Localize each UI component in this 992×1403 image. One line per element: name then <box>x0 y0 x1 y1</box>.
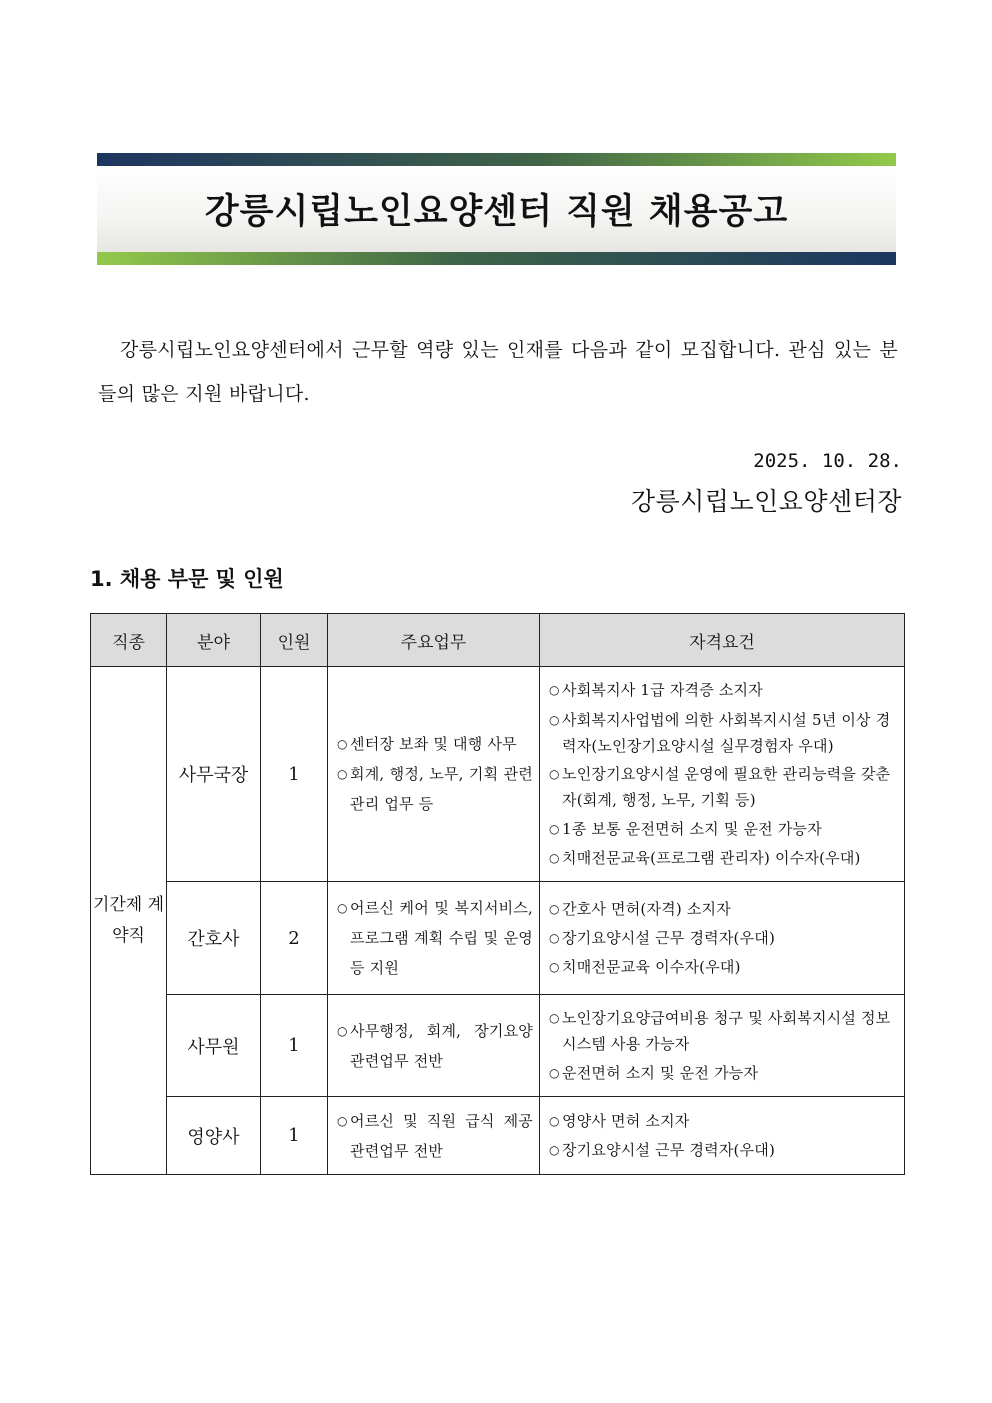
duty-item: ○ 회계, 행정, 노무, 기획 관련 관리 업무 등 <box>337 765 533 813</box>
header-duties: 주요업무 <box>328 614 540 667</box>
document-title: 강릉시립노인요양센터 직원 채용공고 <box>204 192 789 232</box>
field-cell: 간호사 <box>167 882 261 995</box>
count-cell: 2 <box>261 882 328 995</box>
title-banner <box>97 153 896 265</box>
field-cell: 사무국장 <box>167 667 261 882</box>
table-header-row <box>91 614 905 667</box>
table-row <box>91 667 905 882</box>
header-qualifications: 자격요건 <box>540 614 905 667</box>
banner-bottom-bar <box>97 252 896 265</box>
duties-cell <box>328 667 540 882</box>
qualifications-cell <box>540 882 905 995</box>
duties-cell <box>328 995 540 1097</box>
table-row <box>91 882 905 995</box>
qualification-item: ○ 운전면허 소지 및 운전 가능자 <box>549 1064 759 1082</box>
duties-cell <box>328 1097 540 1175</box>
qualification-item: ○ 장기요양시설 근무 경력자(우대) <box>549 928 776 947</box>
table-row <box>91 995 905 1097</box>
duty-item: ○ 어르신 및 직원 급식 제공 관련업무 전반 <box>337 1111 533 1160</box>
qualification-item: ○ 노인장기요양시설 운영에 필요한 관리능력을 갖춘 자(회계, 행정, 노무, 기획 등) <box>549 764 891 809</box>
qualification-item: ○ 치매전문교육(프로그램 관리자) 이수자(우대) <box>549 848 861 867</box>
count-cell: 1 <box>261 995 328 1097</box>
qualification-item: ○ 간호사 면허(자격) 소지자 <box>549 899 731 918</box>
duty-item: ○ 어르신 케어 및 복지서비스, 프로그램 계획 수립 및 운영 등 지원 <box>337 899 533 977</box>
qualification-item: ○ 1종 보통 운전면허 소지 및 운전 가능자 <box>549 819 822 838</box>
count-cell: 1 <box>261 1097 328 1175</box>
notice-signer: 강릉시립노인요양센터장 <box>630 487 902 516</box>
notice-date: 2025. 10. 28. <box>753 450 902 472</box>
count-cell: 1 <box>261 667 328 882</box>
qualifications-cell <box>540 1097 905 1175</box>
header-count: 인원 <box>261 614 328 667</box>
section-title-recruitment: 1. 채용 부문 및 인원 <box>90 567 284 591</box>
qualifications-cell <box>540 667 905 882</box>
qualification-item: ○ 치매전문교육 이수자(우대) <box>549 957 741 976</box>
qualification-item: ○ 사회복지사 1급 자격증 소지자 <box>549 680 763 699</box>
header-field: 분야 <box>167 614 261 667</box>
qualification-item: ○ 영양사 면허 소지자 <box>549 1111 690 1130</box>
duty-item: ○ 센터장 보좌 및 대행 사무 <box>337 735 517 753</box>
field-cell: 영양사 <box>167 1097 261 1175</box>
header-job-type: 직종 <box>91 614 167 667</box>
qualifications-cell <box>540 995 905 1097</box>
table-row <box>91 1097 905 1175</box>
recruitment-table <box>90 613 905 1175</box>
job-type-cell: 기간제 계약직 <box>91 667 167 1175</box>
banner-body <box>97 166 896 252</box>
duties-cell <box>328 882 540 995</box>
banner-top-bar <box>97 153 896 166</box>
field-cell: 사무원 <box>167 995 261 1097</box>
duty-item: ○ 사무행정, 회계, 장기요양 관련업무 전반 <box>337 1021 533 1070</box>
qualification-item: ○ 노인장기요양급여비용 청구 및 사회복지시설 정보시스템 사용 가능자 <box>549 1009 891 1053</box>
intro-paragraph: 강릉시립노인요양센터에서 근무할 역량 있는 인재를 다음과 같이 모집합니다. 관심 있는 분들의 많은 지원 바랍니다. <box>98 339 898 405</box>
qualification-item: ○ 사회복지사업법에 의한 사회복지시설 5년 이상 경력자(노인장기요양시설 실무경험자 우대) <box>549 710 891 755</box>
qualification-item: ○ 장기요양시설 근무 경력자(우대) <box>549 1140 776 1159</box>
